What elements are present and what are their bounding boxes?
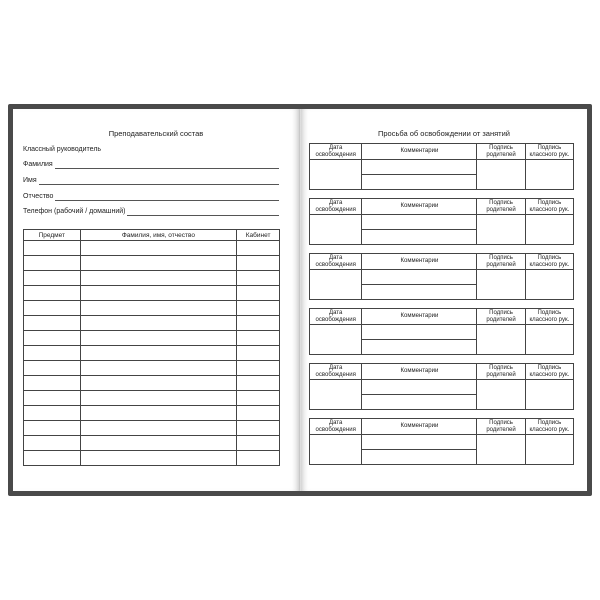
excuse-request-block: [309, 198, 574, 245]
comment-line-cell[interactable]: [362, 160, 477, 175]
excuse-request-block: [309, 418, 574, 465]
comment-line-cell[interactable]: [362, 380, 477, 395]
field-phone-label: Телефон (рабочий / домашний): [23, 208, 126, 215]
header-date: Дата освобождения: [310, 254, 362, 270]
table-row: [24, 451, 280, 466]
subject-cell[interactable]: [24, 361, 81, 376]
excuse-request-block: [309, 253, 574, 300]
teacher-signature-cell[interactable]: [525, 435, 573, 465]
room-cell[interactable]: [237, 421, 280, 436]
class-teacher-label: Классный руководитель: [23, 146, 102, 153]
table-row: [24, 256, 280, 271]
field-name-label: Имя: [23, 177, 37, 184]
full-name-cell[interactable]: [80, 286, 237, 301]
header-parents-signature: Подпись родителей: [477, 419, 525, 435]
full-name-cell[interactable]: [80, 301, 237, 316]
header-teacher-signature: Подпись классного рук.: [525, 309, 573, 325]
excuse-header-row: [310, 364, 574, 380]
excuse-row: [310, 325, 574, 340]
full-name-cell[interactable]: [80, 241, 237, 256]
full-name-cell[interactable]: [80, 376, 237, 391]
teachers-table: [23, 229, 280, 466]
header-date: Дата освобождения: [310, 419, 362, 435]
room-cell[interactable]: [237, 376, 280, 391]
header-subject: Предмет: [24, 230, 81, 241]
header-date: Дата освобождения: [310, 144, 362, 160]
date-cell[interactable]: [310, 215, 362, 245]
teacher-signature-cell[interactable]: [525, 215, 573, 245]
table-row: [24, 331, 280, 346]
teachers-table-body: [24, 241, 280, 466]
table-row: [24, 421, 280, 436]
parents-signature-cell[interactable]: [477, 160, 525, 190]
excuse-row: [310, 435, 574, 450]
comment-line-cell[interactable]: [362, 230, 477, 245]
excuse-header-row: [310, 419, 574, 435]
comment-line-cell[interactable]: [362, 435, 477, 450]
subject-cell[interactable]: [24, 376, 81, 391]
excuse-request-block: [309, 363, 574, 410]
class-teacher-heading: [23, 142, 279, 154]
room-cell[interactable]: [237, 391, 280, 406]
excuse-header-row: [310, 144, 574, 160]
field-patronymic-label: Отчество: [23, 193, 54, 200]
excuse-header-row: [310, 254, 574, 270]
field-phone[interactable]: [23, 204, 279, 216]
date-cell[interactable]: [310, 435, 362, 465]
full-name-cell[interactable]: [80, 436, 237, 451]
table-row: [24, 286, 280, 301]
header-date: Дата освобождения: [310, 199, 362, 215]
parents-signature-cell[interactable]: [477, 380, 525, 410]
teacher-signature-cell[interactable]: [525, 380, 573, 410]
date-cell[interactable]: [310, 380, 362, 410]
comment-line-cell[interactable]: [362, 285, 477, 300]
room-cell[interactable]: [237, 331, 280, 346]
table-row: [24, 376, 280, 391]
full-name-cell[interactable]: [80, 256, 237, 271]
header-teacher-signature: Подпись классного рук.: [525, 364, 573, 380]
comment-line-cell[interactable]: [362, 450, 477, 465]
header-comments: Комментарии: [362, 364, 477, 380]
subject-cell[interactable]: [24, 241, 81, 256]
parents-signature-cell[interactable]: [477, 325, 525, 355]
header-teacher-signature: Подпись классного рук.: [525, 254, 573, 270]
room-cell[interactable]: [237, 451, 280, 466]
comment-line-cell[interactable]: [362, 340, 477, 355]
room-cell[interactable]: [237, 346, 280, 361]
subject-cell[interactable]: [24, 286, 81, 301]
right-page: [301, 109, 587, 491]
room-cell[interactable]: [237, 316, 280, 331]
header-comments: Комментарии: [362, 309, 477, 325]
header-full-name: Фамилия, имя, отчество: [80, 230, 237, 241]
parents-signature-cell[interactable]: [477, 270, 525, 300]
field-name-line[interactable]: [39, 177, 279, 185]
table-row: [24, 316, 280, 331]
room-cell[interactable]: [237, 301, 280, 316]
subject-cell[interactable]: [24, 316, 81, 331]
header-parents-signature: Подпись родителей: [477, 364, 525, 380]
left-page: [13, 109, 299, 491]
table-row: [24, 436, 280, 451]
excuse-row: [310, 380, 574, 395]
excuse-row: [310, 270, 574, 285]
header-parents-signature: Подпись родителей: [477, 254, 525, 270]
header-date: Дата освобождения: [310, 309, 362, 325]
subject-cell[interactable]: [24, 391, 81, 406]
field-name[interactable]: [23, 173, 279, 185]
full-name-cell[interactable]: [80, 316, 237, 331]
teacher-signature-cell[interactable]: [525, 160, 573, 190]
teachers-table-header: [24, 230, 280, 241]
field-patronymic-line[interactable]: [55, 193, 279, 201]
room-cell[interactable]: [237, 436, 280, 451]
table-row: [24, 361, 280, 376]
excuse-request-block: [309, 143, 574, 190]
field-surname[interactable]: [23, 157, 279, 169]
room-cell[interactable]: [237, 256, 280, 271]
header-parents-signature: Подпись родителей: [477, 144, 525, 160]
room-cell[interactable]: [237, 286, 280, 301]
table-row: [24, 271, 280, 286]
subject-cell[interactable]: [24, 451, 81, 466]
header-parents-signature: Подпись родителей: [477, 199, 525, 215]
header-teacher-signature: Подпись классного рук.: [525, 199, 573, 215]
table-row: [24, 346, 280, 361]
header-comments: Комментарии: [362, 254, 477, 270]
full-name-cell[interactable]: [80, 271, 237, 286]
full-name-cell[interactable]: [80, 361, 237, 376]
subject-cell[interactable]: [24, 256, 81, 271]
field-surname-label: Фамилия: [23, 161, 53, 168]
subject-cell[interactable]: [24, 436, 81, 451]
table-row: [24, 301, 280, 316]
date-cell[interactable]: [310, 325, 362, 355]
table-row: [24, 391, 280, 406]
room-cell[interactable]: [237, 241, 280, 256]
full-name-cell[interactable]: [80, 451, 237, 466]
comment-line-cell[interactable]: [362, 175, 477, 190]
subject-cell[interactable]: [24, 301, 81, 316]
room-cell[interactable]: [237, 271, 280, 286]
room-cell[interactable]: [237, 361, 280, 376]
excuse-row: [310, 160, 574, 175]
field-phone-line[interactable]: [127, 208, 279, 216]
field-surname-line[interactable]: [55, 161, 279, 169]
full-name-cell[interactable]: [80, 421, 237, 436]
full-name-cell[interactable]: [80, 346, 237, 361]
full-name-cell[interactable]: [80, 331, 237, 346]
comment-line-cell[interactable]: [362, 325, 477, 340]
full-name-cell[interactable]: [80, 391, 237, 406]
header-comments: Комментарии: [362, 199, 477, 215]
table-row: [24, 241, 280, 256]
header-teacher-signature: Подпись классного рук.: [525, 419, 573, 435]
full-name-cell[interactable]: [80, 406, 237, 421]
header-comments: Комментарии: [362, 419, 477, 435]
parents-signature-cell[interactable]: [477, 435, 525, 465]
subject-cell[interactable]: [24, 331, 81, 346]
right-page-title: Просьба об освобождении от занятий: [377, 129, 510, 138]
teacher-signature-cell[interactable]: [525, 325, 573, 355]
header-parents-signature: Подпись родителей: [477, 309, 525, 325]
subject-cell[interactable]: [24, 271, 81, 286]
header-room: Кабинет: [237, 230, 280, 241]
comment-line-cell[interactable]: [362, 270, 477, 285]
subject-cell[interactable]: [24, 346, 81, 361]
teacher-signature-cell[interactable]: [525, 270, 573, 300]
comment-line-cell[interactable]: [362, 215, 477, 230]
left-page-title: Преподавательский состав: [108, 129, 204, 138]
subject-cell[interactable]: [24, 421, 81, 436]
table-row: [24, 406, 280, 421]
date-cell[interactable]: [310, 270, 362, 300]
comment-line-cell[interactable]: [362, 395, 477, 410]
header-date: Дата освобождения: [310, 364, 362, 380]
excuse-header-row: [310, 199, 574, 215]
date-cell[interactable]: [310, 160, 362, 190]
header-comments: Комментарии: [362, 144, 477, 160]
field-patronymic[interactable]: [23, 189, 279, 201]
subject-cell[interactable]: [24, 406, 81, 421]
excuse-header-row: [310, 309, 574, 325]
parents-signature-cell[interactable]: [477, 215, 525, 245]
excuse-row: [310, 215, 574, 230]
excuse-request-block: [309, 308, 574, 355]
room-cell[interactable]: [237, 406, 280, 421]
header-teacher-signature: Подпись классного рук.: [525, 144, 573, 160]
